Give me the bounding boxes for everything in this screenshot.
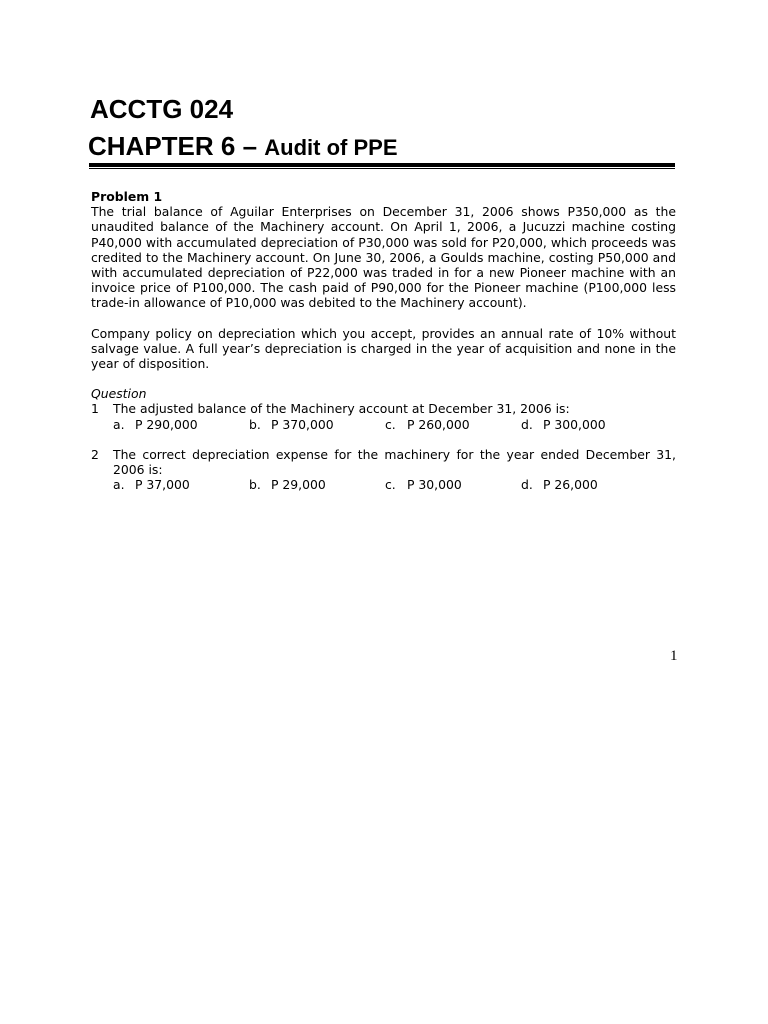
question-row — [91, 401, 676, 416]
question-2 — [91, 447, 676, 493]
course-title: ACCTG 024 — [90, 94, 234, 124]
question-label: Question — [91, 386, 147, 402]
page-number: 1 — [670, 648, 678, 664]
choice-letter: b. — [249, 477, 261, 493]
question-number: 2 — [91, 446, 99, 462]
choice-b — [249, 477, 385, 492]
choice-text: P 290,000 — [135, 416, 198, 432]
answer-choices — [91, 477, 676, 492]
problem-paragraph-1: The trial balance of Aguilar Enterprises on December 31, 2006 shows P350,000 as the unaudited balance of the Machinery account. On April 1, 2006, a Jucuzzi machine costing P40,000 with accumulated depreciation of P30,000 was sold for P20,000, which proceeds was credited to the Machinery account. On June 30, 2006, a Goulds machine, costing P50,000 and with accumulated depreciation of P22,000 was traded in for a new Pioneer machine with an invoice price of P100,000. The cash paid of P90,000 for the Pioneer machine (P100,000 less trade-in allowance of P10,000 was debited to the Machinery account). — [91, 204, 676, 311]
choice-letter: a. — [113, 416, 125, 432]
choice-letter: c. — [385, 477, 396, 493]
answer-choices — [91, 417, 676, 432]
choice-letter: a. — [113, 477, 125, 493]
choice-b — [249, 417, 385, 432]
choice-text: P 29,000 — [271, 477, 326, 493]
question-row — [91, 447, 676, 477]
choice-letter: b. — [249, 416, 261, 432]
choice-d — [521, 477, 657, 492]
choice-c — [385, 477, 521, 492]
choice-text: P 26,000 — [543, 477, 598, 493]
chapter-title — [88, 130, 398, 164]
problem-paragraph-2: Company policy on depreciation which you accept, provides an annual rate of 10% without salvage value. A full year’s depreciation is charged in the year of acquisition and none in the year of disposition. — [91, 325, 676, 372]
header-rule-thick — [89, 163, 675, 167]
choice-text: P 37,000 — [135, 477, 190, 493]
question-number: 1 — [91, 401, 99, 417]
question-1 — [91, 401, 676, 431]
header-rule-thin — [89, 168, 675, 169]
choice-letter: c. — [385, 416, 396, 432]
question-text: The adjusted balance of the Machinery account at December 31, 2006 is: — [113, 401, 570, 417]
choice-text: P 30,000 — [407, 477, 462, 493]
choice-d — [521, 417, 657, 432]
choice-a — [113, 477, 249, 492]
choice-text: P 370,000 — [271, 416, 334, 432]
choice-text: P 260,000 — [407, 416, 470, 432]
choice-c — [385, 417, 521, 432]
choice-letter: d. — [521, 477, 533, 493]
choice-letter: d. — [521, 416, 533, 432]
question-text: The correct depreciation expense for the machinery for the year ended December 31, 2006 is: — [113, 446, 676, 478]
chapter-main: CHAPTER 6 – — [88, 131, 258, 161]
choice-a — [113, 417, 249, 432]
document-body — [91, 189, 676, 507]
problem-title: Problem 1 — [91, 189, 163, 204]
chapter-subtitle: Audit of PPE — [264, 135, 398, 160]
choice-text: P 300,000 — [543, 416, 606, 432]
